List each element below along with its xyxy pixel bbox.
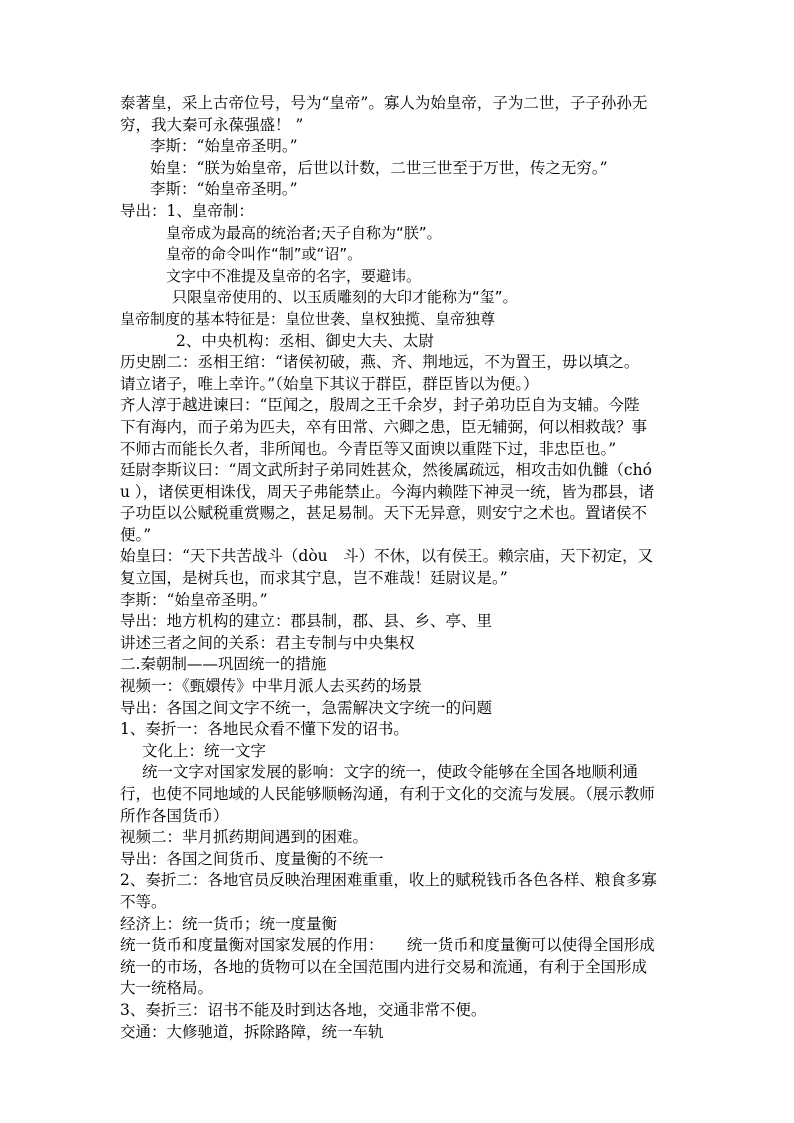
text-line: u ），诸侯更相诛伐，周天子弗能禁止。今海内赖陛下神灵一统，皆为郡县，诸 xyxy=(120,482,655,501)
text-line: 经济上：统一货币；统一度量衡 xyxy=(120,914,338,933)
section-heading: 二.秦朝制——巩固统一的措施 xyxy=(120,655,327,674)
text-line: 穷，我大秦可永葆强盛！ ” xyxy=(120,115,304,134)
text-line: 大一统格局。 xyxy=(120,979,214,998)
list-item: 只限皇帝使用的、以玉质雕刻的大印才能称为“玺”。 xyxy=(172,288,518,307)
section-heading: 2、中央机构：丞相、御史大夫、太尉 xyxy=(176,331,434,350)
text-line: 齐人淳于越进谏曰：“臣闻之，殷周之王千余岁，封子弟功臣自为支辅。今陛 xyxy=(120,396,640,415)
dialogue-line: 始皇：“朕为始皇帝，后世以计数，二世三世至于万世，传之无穷。” xyxy=(150,158,608,177)
text-line: 泰著皇，采上古帝位号，号为“皇帝”。寡人为始皇帝，子为二世，子子孙孙无 xyxy=(120,94,648,112)
list-item: 文字中不准提及皇帝的名字，要避讳。 xyxy=(166,266,422,285)
text-line: 李斯：“始皇帝圣明。” xyxy=(120,590,268,609)
text-line: 复立国，是树兵也，而求其宁息，岂不难哉！廷尉议是。” xyxy=(120,569,508,588)
section-heading: 导出：1、皇帝制： xyxy=(120,201,254,220)
text-line: 1、奏折一：各地民众看不懂下发的诏书。 xyxy=(120,720,409,739)
list-item: 皇帝的命令叫作“制”或“诏”。 xyxy=(166,245,363,264)
text-line: 皇帝制度的基本特征是：皇位世袭、皇权独揽、皇帝独尊 xyxy=(120,309,496,328)
text-line: 3、奏折三：诏书不能及时到达各地，交通非常不便。 xyxy=(120,1000,487,1019)
text-line: 便。” xyxy=(120,525,152,544)
text-line: 视频二：芈月抓药期间遇到的困难。 xyxy=(120,828,369,847)
text-line: 下有海内，而子弟为匹夫，卒有田常、六卿之患，臣无辅弼，何以相救哉？事 xyxy=(120,417,648,436)
text-line: 所作各国货币） xyxy=(120,806,229,825)
text-line: 交通：大修驰道，拆除路障，统一车轨 xyxy=(120,1022,384,1041)
dialogue-line: 李斯：“始皇帝圣明。” xyxy=(150,137,298,156)
text-line: 导出：各国之间货币、度量衡的不统一 xyxy=(120,849,384,868)
text-line: 统一货币和度量衡对国家发展的作用： 统一货币和度量衡可以使得全国形成 xyxy=(120,936,655,955)
text-line: 导出：各国之间文字不统一，急需解决文字统一的问题 xyxy=(120,698,493,717)
text-line: 请立诸子，唯上幸许。”（始皇下其议于群臣，群臣皆以为便。） xyxy=(120,374,539,393)
text-line: 不等。 xyxy=(120,892,167,911)
text-line: 统一文字对国家发展的影响：文字的统一，使政令能够在全国各地顺利通 xyxy=(142,763,639,782)
document-page xyxy=(120,93,680,1043)
text-line: 廷尉李斯议曰：“周文武所封子弟同姓甚众，然後属疏远，相攻击如仇雠（chó xyxy=(120,461,652,480)
text-line: 历史剧二：丞相王绾：“诸侯初破，燕、齐、荆地远，不为置王，毋以填之。 xyxy=(120,353,640,372)
text-line: 2、奏折二：各地官员反映治理困难重重，收上的赋税钱币各色各样、粮食多寡 xyxy=(120,871,657,890)
text-line: 视频一：《甄嬛传》中芈月派人去买药的场景 xyxy=(120,677,423,696)
text-line: 始皇曰：“天下共苦战斗（dòu 斗）不休，以有侯王。赖宗庙，天下初定，又 xyxy=(120,547,654,566)
text-line: 统一的市场，各地的货物可以在全国范围内进行交易和流通，有利于全国形成 xyxy=(120,957,648,976)
list-item: 皇帝成为最高的统治者;天子自称为“朕”。 xyxy=(166,223,442,242)
text-line: 文化上：统一文字 xyxy=(142,741,267,760)
text-line: 导出：地方机构的建立：郡县制，郡、县、乡、亭、里 xyxy=(120,612,493,631)
text-line: 不师古而能长久者，非所闻也。今青臣等又面谀以重陛下过，非忠臣也。” xyxy=(120,439,617,458)
dialogue-line: 李斯：“始皇帝圣明。” xyxy=(150,180,298,199)
text-line: 子功臣以公赋税重赏赐之，甚足易制。天下无异意，则安宁之术也。置诸侯不 xyxy=(120,504,648,523)
text-line: 行，也使不同地域的人民能够顺畅沟通，有利于文化的交流与发展。（展示教师 xyxy=(120,785,655,803)
text-line: 讲述三者之间的关系：君主专制与中央集权 xyxy=(120,633,415,652)
